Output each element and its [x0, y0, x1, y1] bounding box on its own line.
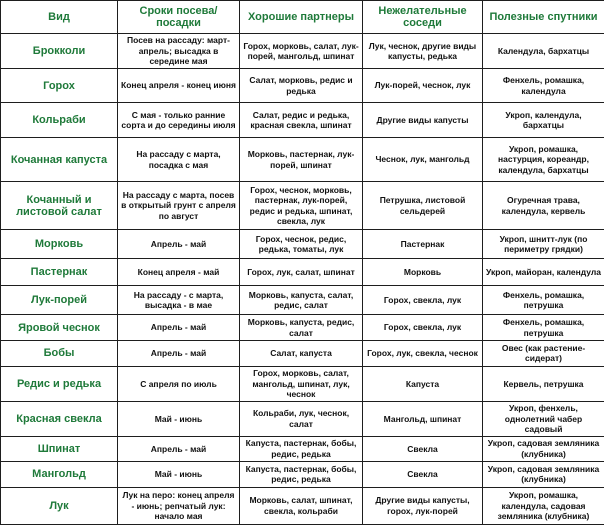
useful-companions: Укроп, шнитт-лук (по периметру грядки) [483, 230, 604, 259]
good-partners: Салат, редис и редька, красная свекла, шпинат [240, 103, 363, 138]
plant-name: Мангольд [1, 461, 118, 487]
header-row [1, 1, 604, 34]
planting-time: На рассаду с марта, посадка с мая [118, 138, 240, 181]
planting-time: Май - июнь [118, 401, 240, 436]
planting-time: На рассаду с марта, посев в открытый грунт с апреля по август [118, 181, 240, 230]
planting-time: Май - июнь [118, 461, 240, 487]
planting-time: Конец апреля - конец июня [118, 69, 240, 103]
useful-companions: Укроп, ромашка, настурция, кореандр, календула, бархатцы [483, 138, 604, 181]
plant-name: Кольраби [1, 103, 118, 138]
useful-companions: Укроп, садовая земляника (клубника) [483, 461, 604, 487]
good-partners: Морковь, капуста, салат, редис, салат [240, 286, 363, 315]
plant-name: Горох [1, 69, 118, 103]
table-row [1, 34, 604, 69]
bad-neighbors: Горох, лук, свекла, чеснок [363, 340, 483, 366]
table-row [1, 315, 604, 341]
plant-name: Лук [1, 487, 118, 524]
planting-time: Апрель - май [118, 340, 240, 366]
bad-neighbors: Горох, свекла, лук [363, 286, 483, 315]
table-row [1, 181, 604, 230]
useful-companions: Фенхель, ромашка, петрушка [483, 315, 604, 341]
table-row [1, 487, 604, 524]
useful-companions: Овес (как растение-сидерат) [483, 340, 604, 366]
header-good-partners: Хорошие партнеры [240, 1, 363, 34]
header-timing: Сроки посева/посадки [118, 1, 240, 34]
header-bad-neighbors: Нежелательные соседи [363, 1, 483, 34]
good-partners: Горох, морковь, салат, лук-порей, мангольд, шпинат [240, 34, 363, 69]
table-row [1, 259, 604, 286]
good-partners: Горох, лук, салат, шпинат [240, 259, 363, 286]
table-row [1, 366, 604, 401]
planting-time: Посев на рассаду: март-апрель; высадка в середине мая [118, 34, 240, 69]
bad-neighbors: Капуста [363, 366, 483, 401]
planting-time: Конец апреля - май [118, 259, 240, 286]
table-row [1, 103, 604, 138]
planting-time: Лук на перо: конец апреля - июнь; репчатый лук: начало мая [118, 487, 240, 524]
table-row [1, 138, 604, 181]
plant-name: Кочанный и листовой салат [1, 181, 118, 230]
planting-time: С мая - только ранние сорта и до середины июля [118, 103, 240, 138]
useful-companions: Укроп, фенхель, однолетний чабер садовый [483, 401, 604, 436]
good-partners: Капуста, пастернак, бобы, редис, редька [240, 437, 363, 462]
bad-neighbors: Лук-порей, чеснок, лук [363, 69, 483, 103]
bad-neighbors: Морковь [363, 259, 483, 286]
good-partners: Горох, чеснок, морковь, пастернак, лук-порей, редис и редька, шпинат, свекла, лук [240, 181, 363, 230]
useful-companions: Фенхель, ромашка, петрушка [483, 286, 604, 315]
bad-neighbors: Мангольд, шпинат [363, 401, 483, 436]
plant-name: Брокколи [1, 34, 118, 69]
plant-name: Бобы [1, 340, 118, 366]
good-partners: Морковь, салат, шпинат, свекла, кольраби [240, 487, 363, 524]
table-row [1, 437, 604, 462]
planting-time: Апрель - май [118, 437, 240, 462]
good-partners: Горох, морковь, салат, мангольд, шпинат, лук, чеснок [240, 366, 363, 401]
plant-name: Пастернак [1, 259, 118, 286]
bad-neighbors: Петрушка, листовой сельдерей [363, 181, 483, 230]
table-row [1, 401, 604, 436]
useful-companions: Укроп, ромашка, календула, садовая земляника (клубника) [483, 487, 604, 524]
useful-companions: Календула, бархатцы [483, 34, 604, 69]
bad-neighbors: Другие виды капусты, горох, лук-порей [363, 487, 483, 524]
bad-neighbors: Свекла [363, 437, 483, 462]
header-companions: Полезные спутники [483, 1, 604, 34]
useful-companions: Укроп, майоран, календула [483, 259, 604, 286]
table-row [1, 461, 604, 487]
planting-time: Апрель - май [118, 315, 240, 341]
bad-neighbors: Лук, чеснок, другие виды капусты, редька [363, 34, 483, 69]
useful-companions: Укроп, календула, бархатцы [483, 103, 604, 138]
bad-neighbors: Свекла [363, 461, 483, 487]
table-row [1, 340, 604, 366]
useful-companions: Кервель, петрушка [483, 366, 604, 401]
plant-name: Редис и редька [1, 366, 118, 401]
plant-name: Морковь [1, 230, 118, 259]
table-row [1, 69, 604, 103]
useful-companions: Укроп, садовая земляника (клубника) [483, 437, 604, 462]
bad-neighbors: Чеснок, лук, мангольд [363, 138, 483, 181]
bad-neighbors: Горох, свекла, лук [363, 315, 483, 341]
good-partners: Капуста, пастернак, бобы, редис, редька [240, 461, 363, 487]
bad-neighbors: Пастернак [363, 230, 483, 259]
plant-name: Кочанная капуста [1, 138, 118, 181]
table-row [1, 230, 604, 259]
table-row [1, 286, 604, 315]
plant-name: Яровой чеснок [1, 315, 118, 341]
useful-companions: Фенхель, ромашка, календула [483, 69, 604, 103]
good-partners: Кольраби, лук, чеснок, салат [240, 401, 363, 436]
good-partners: Салат, капуста [240, 340, 363, 366]
plant-name: Красная свекла [1, 401, 118, 436]
planting-time: С апреля по июль [118, 366, 240, 401]
bad-neighbors: Другие виды капусты [363, 103, 483, 138]
header-species: Вид [1, 1, 118, 34]
good-partners: Салат, морковь, редис и редька [240, 69, 363, 103]
planting-time: На рассаду - с марта, высадка - в мае [118, 286, 240, 315]
planting-time: Апрель - май [118, 230, 240, 259]
useful-companions: Огуречная трава, календула, кервель [483, 181, 604, 230]
plant-name: Шпинат [1, 437, 118, 462]
plant-name: Лук-порей [1, 286, 118, 315]
good-partners: Морковь, пастернак, лук-порей, шпинат [240, 138, 363, 181]
good-partners: Горох, чеснок, редис, редька, томаты, лук [240, 230, 363, 259]
good-partners: Морковь, капуста, редис, салат [240, 315, 363, 341]
